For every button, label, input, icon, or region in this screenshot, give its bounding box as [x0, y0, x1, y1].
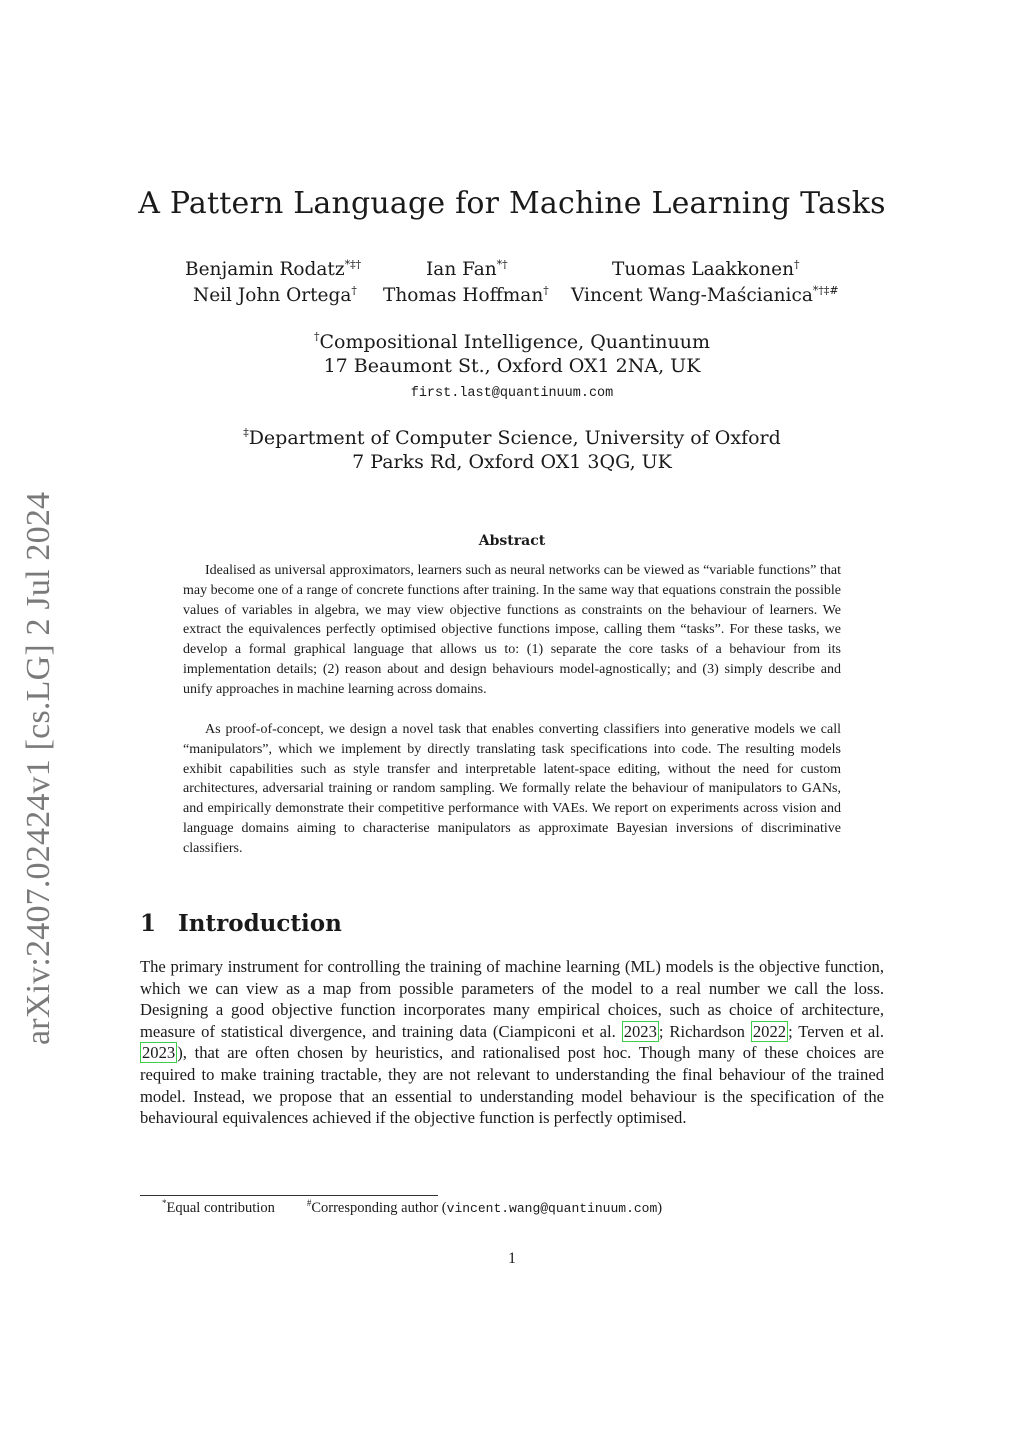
citation-link-ciampiconi[interactable]: 2023: [623, 1021, 657, 1041]
footnote-equal-contribution: Equal contribution: [166, 1200, 275, 1216]
intro-paragraph: The primary instrument for controlling the training of machine learning (ML) models is the objective function, which we can view as a map from possible parameters of the model to a real number we call the loss. Designing a good objective function incorporates many empirical choices, such as choice of architecture, measure of statistical divergence, and training data (Ciampiconi et al. 2023 ; Richardson 2022 ; Terven et al. 2023 ), that are often chosen by heuristics, and rationalised post hoc. Though many of these choices are required to make training tractable, they are not relevant to understanding the final behaviour of the trained model. Instead, we propose that an essential to understanding model behaviour is the specification of the behavioural equivalences achieved if the objective function is perfectly optimised.: [140, 957, 885, 1128]
footnotes: *Equal contribution #Corresponding author (vincent.wang@quantinuum.com): [162, 1198, 663, 1216]
page-number: 1: [508, 1250, 516, 1267]
author-5: Thomas Hoffman†: [383, 284, 549, 306]
abstract-paragraph-2: As proof-of-concept, we design a novel task that enables converting classifiers into generative models we call “manipulators”, which we implement by directly translating task specifications into code. The resulting models exhibit capabilities such as style transfer and interpretable latent-space editing, without the need for custom architectures, adversarial training or random sampling. We formally relate the behaviour of manipulators to GANs, and empirically demonstrate their competitive performance with VAEs. We report on experiments across vision and language domains aiming to characterise manipulators as approximate Bayesian inversions of discriminative classifiers.: [183, 722, 841, 856]
affiliation-1-address: 17 Beaumont St., Oxford OX1 2NA, UK: [323, 355, 701, 377]
author-1: Benjamin Rodatz*‡†: [185, 258, 362, 280]
author-2: Ian Fan*†: [426, 258, 508, 280]
citation-link-terven[interactable]: 2023: [142, 1043, 176, 1063]
arxiv-stamp: arXiv:2407.02424v1 [cs.LG] 2 Jul 2024: [20, 491, 57, 1045]
affiliation-2-name: ‡Department of Computer Science, University of Oxford: [243, 426, 781, 449]
affiliation-email: first.last@quantinuum.com: [410, 386, 614, 401]
footnote-rule: [140, 1195, 438, 1196]
citation-link-richardson[interactable]: 2022: [752, 1021, 787, 1041]
author-4: Neil John Ortega†: [193, 284, 357, 306]
affiliation-1-name: †Compositional Intelligence, Quantinuum: [313, 330, 711, 353]
abstract-heading: Abstract: [478, 533, 546, 549]
abstract-paragraph-1: Idealised as universal approximators, learners such as neural networks can be viewed as “variable functions” that may become one of a range of concrete functions after training. In the same way that equations constrain the possible values of variables in algebra, we may view objective functions as constraints on the behaviour of learners. We extract the equivalences perfectly optimised objective functions impose, calling them “tasks”. For these tasks, we develop a formal graphical language that allows us to: (1) separate the core tasks of a behaviour from its implementation details; (2) reason about and design behaviours model-agnostically; and (3) simply describe and unify approaches in machine learning across domains.: [183, 563, 841, 697]
affiliation-2-address: 7 Parks Rd, Oxford OX1 3QG, UK: [352, 451, 672, 473]
paper-title: A Pattern Language for Machine Learning Tasks: [138, 186, 886, 221]
author-3: Tuomas Laakkonen†: [612, 258, 800, 280]
section-heading: 1 Introduction: [140, 910, 342, 937]
author-6: Vincent Wang-Maścianica*†‡#: [571, 284, 839, 306]
corresponding-email-link[interactable]: vincent.wang@quantinuum.com: [446, 1201, 658, 1216]
